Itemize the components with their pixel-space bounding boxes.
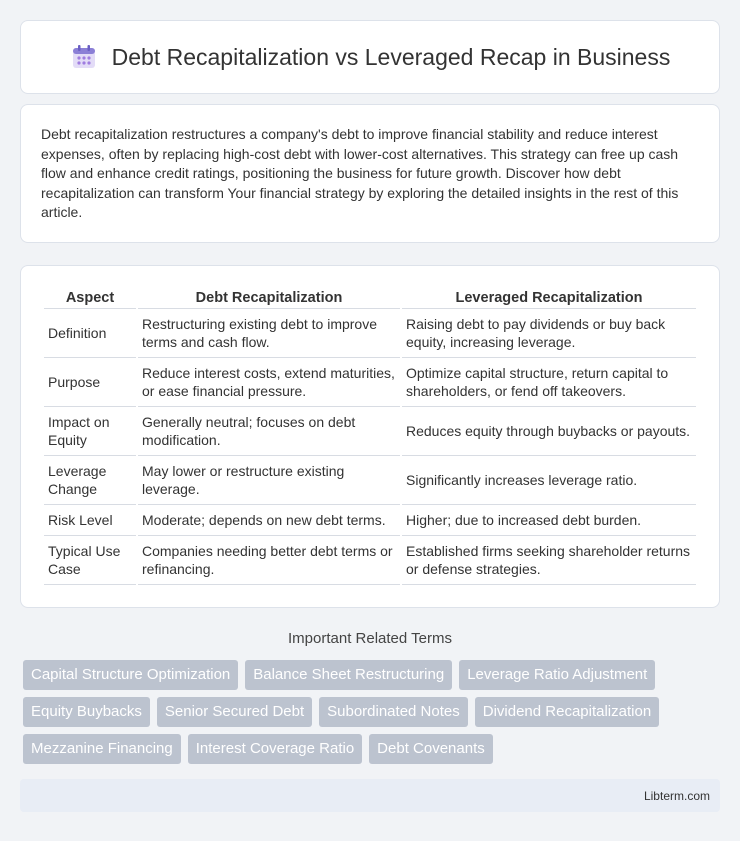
footer bbox=[20, 779, 720, 812]
tag-balance-sheet-restructuring[interactable]: Balance Sheet Restructuring bbox=[245, 660, 452, 690]
tag-senior-secured-debt[interactable]: Senior Secured Debt bbox=[157, 697, 312, 727]
table-row bbox=[44, 456, 696, 505]
row-debt-recap: Generally neutral; focuses on debt modification. bbox=[138, 407, 400, 456]
related-terms-section bbox=[20, 630, 720, 764]
row-aspect: Impact on Equity bbox=[44, 407, 136, 456]
tag-capital-structure-optimization[interactable]: Capital Structure Optimization bbox=[23, 660, 238, 690]
row-leveraged-recap: Raising debt to pay dividends or buy back equity, increasing leverage. bbox=[402, 309, 696, 358]
row-debt-recap: Companies needing better debt terms or refinancing. bbox=[138, 536, 400, 585]
table-row bbox=[44, 536, 696, 585]
comparison-table-card bbox=[20, 265, 720, 608]
row-debt-recap: May lower or restructure existing leverage. bbox=[138, 456, 400, 505]
tag-interest-coverage-ratio[interactable]: Interest Coverage Ratio bbox=[188, 734, 362, 764]
intro-text: Debt recapitalization restructures a company's debt to improve financial stability and reduce interest expenses, often by replacing high-cost debt with lower-cost alternatives. This strategy can free up cash flow and enhance credit ratings, positioning the business for future growth. Discover how debt recapitalization can transform Your financial strategy by exploring the detailed insights in the rest of this article. bbox=[41, 126, 679, 220]
title-card bbox=[20, 20, 720, 94]
table-row bbox=[44, 505, 696, 536]
table-row bbox=[44, 358, 696, 407]
header-leveraged-recap: Leveraged Recapitalization bbox=[402, 287, 696, 309]
tag-subordinated-notes[interactable]: Subordinated Notes bbox=[319, 697, 468, 727]
row-aspect: Definition bbox=[44, 309, 136, 358]
row-leveraged-recap: Reduces equity through buybacks or payouts. bbox=[402, 407, 696, 456]
calendar-grid-icon bbox=[70, 43, 98, 71]
row-aspect: Purpose bbox=[44, 358, 136, 407]
row-debt-recap: Moderate; depends on new debt terms. bbox=[138, 505, 400, 536]
table-header-row bbox=[44, 287, 696, 309]
table-row bbox=[44, 309, 696, 358]
row-leveraged-recap: Optimize capital structure, return capital to shareholders, or fend off takeovers. bbox=[402, 358, 696, 407]
row-leveraged-recap: Established firms seeking shareholder returns or defense strategies. bbox=[402, 536, 696, 585]
row-aspect: Leverage Change bbox=[44, 456, 136, 505]
comparison-table bbox=[42, 287, 698, 585]
row-leveraged-recap: Higher; due to increased debt burden. bbox=[402, 505, 696, 536]
tag-debt-covenants[interactable]: Debt Covenants bbox=[369, 734, 493, 764]
page-title: Debt Recapitalization vs Leveraged Recap in Business bbox=[111, 43, 671, 70]
related-terms-tags bbox=[20, 660, 720, 764]
row-aspect: Risk Level bbox=[44, 505, 136, 536]
row-leveraged-recap: Significantly increases leverage ratio. bbox=[402, 456, 696, 505]
table-row bbox=[44, 407, 696, 456]
row-debt-recap: Reduce interest costs, extend maturities, or ease financial pressure. bbox=[138, 358, 400, 407]
row-aspect: Typical Use Case bbox=[44, 536, 136, 585]
tag-equity-buybacks[interactable]: Equity Buybacks bbox=[23, 697, 150, 727]
header-aspect: Aspect bbox=[44, 287, 136, 309]
header-debt-recap: Debt Recapitalization bbox=[138, 287, 400, 309]
footer-link[interactable]: Libterm.com bbox=[643, 788, 710, 803]
tag-dividend-recapitalization[interactable]: Dividend Recapitalization bbox=[475, 697, 659, 727]
intro-card bbox=[20, 104, 720, 243]
row-debt-recap: Restructuring existing debt to improve terms and cash flow. bbox=[138, 309, 400, 358]
tag-leverage-ratio-adjustment[interactable]: Leverage Ratio Adjustment bbox=[459, 660, 655, 690]
related-terms-title: Important Related Terms bbox=[288, 630, 452, 647]
tag-mezzanine-financing[interactable]: Mezzanine Financing bbox=[23, 734, 181, 764]
